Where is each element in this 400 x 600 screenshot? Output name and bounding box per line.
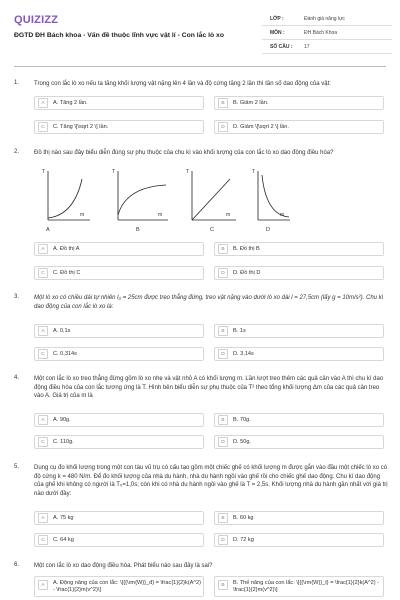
meta-row-class xyxy=(262,12,392,26)
option-d[interactable] xyxy=(214,533,384,547)
option-d[interactable] xyxy=(214,266,384,280)
graph-options xyxy=(40,165,290,235)
option-a[interactable] xyxy=(34,413,204,427)
question-number: 4. xyxy=(14,375,20,381)
meta-label: SỐ CÂU : xyxy=(270,43,293,50)
option-c[interactable] xyxy=(34,266,204,280)
question-text: Một con lắc lò xo dao động điều hòa. Phát biểu nào sau đây là sai? xyxy=(34,563,213,569)
option-text: C. 110g. xyxy=(53,438,74,445)
option-letter: C xyxy=(38,349,48,359)
option-text: B. Đồ thị B xyxy=(233,245,260,252)
worksheet-meta xyxy=(262,12,392,54)
meta-value: 17 xyxy=(304,43,310,50)
option-text: B. 70g. xyxy=(233,416,251,423)
option-a[interactable] xyxy=(34,242,204,256)
graph-d-x-label: m xyxy=(280,212,285,218)
option-letter: D xyxy=(218,122,228,132)
graph-a-x-label: m xyxy=(80,212,85,218)
option-text: A. 0,1s xyxy=(53,327,71,334)
question-number: 3. xyxy=(14,294,20,300)
graph-a-caption: A xyxy=(46,227,50,233)
question-text: Một con lắc lò xo treo thẳng đứng gồm lò xo nhẹ và vật nhỏ A có khối lượng m. Lần lượt treo thêm các quả cân vào A thì chu kì dao động điều hòa của con lắc tương ứng là T. Hình bên biểu diễn sự phụ thuộc của T² theo tổng khối lượng Δm của các quả cân treo vào A. Giá trị của m là xyxy=(34,376,384,399)
option-a[interactable] xyxy=(34,324,204,338)
option-letter: C xyxy=(38,122,48,132)
option-letter: A xyxy=(38,415,48,425)
option-letter: D xyxy=(218,437,228,447)
meta-label: LỚP : xyxy=(270,15,284,22)
option-b[interactable] xyxy=(214,576,384,597)
option-text: C. Tăng \[\sqrt 2 \] lần. xyxy=(53,123,109,130)
option-letter: A xyxy=(38,244,48,254)
option-text: A. 75 kg xyxy=(53,514,74,521)
question-text: Dụng cụ đo khối lượng trong một con tàu vũ trụ có cấu tạo gồm một chiếc ghế có khối lượng m được gắn vào đầu một chiếc lò xo có độ cứng k = 480 N/m. Để đo khối lượng của nhà du hành, nhà du hành ngồi vào ghế rồi cho chiếc ghế dao động. Chu kì dao động của ghế khi không có người là T₀=1,0s; còn khi có nhà du hành ngồi vào ghế là T = 2,5s. Khối lượng nhà du hành gần nhất với giá trị nào dưới đây: xyxy=(34,465,388,497)
graph-c-caption: C xyxy=(210,227,215,233)
option-text: B. Thế năng của con lắc: \[{{\rm{W}}_t} = \frac{1}{2}k(A^2) - \frac{1}{2}m(v^2)\] xyxy=(233,580,380,593)
option-c[interactable] xyxy=(34,435,204,449)
option-letter: B xyxy=(218,98,228,108)
option-letter: A xyxy=(38,326,48,336)
graph-d-y-label: T xyxy=(252,169,256,175)
option-b[interactable] xyxy=(214,324,384,338)
option-text: C. Đồ thị C xyxy=(53,269,81,276)
option-text: C. 64 kg xyxy=(53,536,74,543)
option-letter: C xyxy=(38,437,48,447)
option-d[interactable] xyxy=(214,435,384,449)
option-b[interactable] xyxy=(214,96,384,110)
option-text: A. Động năng của con lắc: \[{{\rm{W}}_đ} = \frac{1}{2}k(A^2) - \frac{1}{2}m(v^2)\] xyxy=(53,580,202,593)
option-letter: A xyxy=(38,580,48,590)
question-number: 2. xyxy=(14,149,20,155)
option-c[interactable] xyxy=(34,120,204,134)
graph-c-y-label: T xyxy=(186,169,190,175)
meta-value: ĐH Bách Khoa xyxy=(304,29,338,36)
option-text: C. 0,314s xyxy=(53,350,77,357)
meta-row-count xyxy=(262,40,392,54)
option-b[interactable] xyxy=(214,413,384,427)
option-letter: C xyxy=(38,535,48,545)
question-number: 5. xyxy=(14,464,20,470)
graph-a-y-label: T xyxy=(42,169,46,175)
option-text: D. 50g. xyxy=(233,438,252,445)
graph-b-y-label: T xyxy=(112,169,116,175)
option-text: A. Đồ thị A xyxy=(53,245,80,252)
meta-label: MÔN : xyxy=(270,29,285,36)
option-text: B. 60 kg xyxy=(233,514,254,521)
option-text: A. 90g. xyxy=(53,416,71,423)
option-letter: B xyxy=(218,326,228,336)
graph-d-caption: D xyxy=(266,227,271,233)
option-c[interactable] xyxy=(34,347,204,361)
graph-b-caption: B xyxy=(136,227,140,233)
quizizz-logo: QUIZIZZ xyxy=(14,14,59,26)
option-text: B. Giảm 2 lần. xyxy=(233,99,269,106)
option-text: D. Giảm \[\sqrt 2 \] lần. xyxy=(233,123,289,130)
option-letter: A xyxy=(38,98,48,108)
option-a[interactable] xyxy=(34,576,204,597)
graph-c-x-label: m xyxy=(226,212,231,218)
option-text: D. 72 kg xyxy=(233,536,254,543)
option-letter: B xyxy=(218,415,228,425)
option-letter: B xyxy=(218,580,228,590)
meta-row-subject xyxy=(262,26,392,40)
option-b[interactable] xyxy=(214,511,384,525)
worksheet-header xyxy=(0,0,400,62)
option-letter: D xyxy=(218,268,228,278)
option-d[interactable] xyxy=(214,120,384,134)
option-text: D. 3,14s xyxy=(233,350,254,357)
option-text: B. 1s xyxy=(233,327,246,334)
meta-value: Đánh giá năng lực xyxy=(304,15,345,22)
option-letter: D xyxy=(218,535,228,545)
option-text: A. Tăng 2 lần. xyxy=(53,99,88,106)
option-letter: C xyxy=(38,268,48,278)
option-letter: B xyxy=(218,244,228,254)
option-letter: A xyxy=(38,513,48,523)
question-number: 6. xyxy=(14,562,20,568)
option-a[interactable] xyxy=(34,511,204,525)
option-a[interactable] xyxy=(34,96,204,110)
option-letter: B xyxy=(218,513,228,523)
question-text: Trong con lắc lò xo nếu ta tăng khối lượng vật nặng lên 4 lần và độ cứng tăng 2 lần thì tần số dao động của vật: xyxy=(34,81,331,87)
option-d[interactable] xyxy=(214,347,384,361)
question-text: Một lò xo có chiều dài tự nhiên l₀ = 25cm được treo thẳng đứng, treo vật nặng vào dưới lò xo dài l = 27,5cm (lấy g = 10m/s²). Chu kì dao động của con lắc lò xo là: xyxy=(34,295,384,310)
header-divider xyxy=(14,66,386,67)
worksheet-title: ĐGTD ĐH Bách khoa - Vấn đề thuộc lĩnh vực vật lí - Con lắc lò xo xyxy=(14,32,224,39)
graph-d xyxy=(258,171,290,220)
option-letter: D xyxy=(218,349,228,359)
option-b[interactable] xyxy=(214,242,384,256)
question-text: Đồ thị nào sau đây biểu diễn đúng sự phụ thuộc của chu kì vào khối lượng của con lắc lò xo dao động điều hòa? xyxy=(34,150,334,156)
option-c[interactable] xyxy=(34,533,204,547)
option-text: D. Đồ thị D xyxy=(233,269,261,276)
graphs-svg xyxy=(40,165,290,235)
graph-b-x-label: m xyxy=(158,212,163,218)
question-number: 1. xyxy=(14,80,20,86)
